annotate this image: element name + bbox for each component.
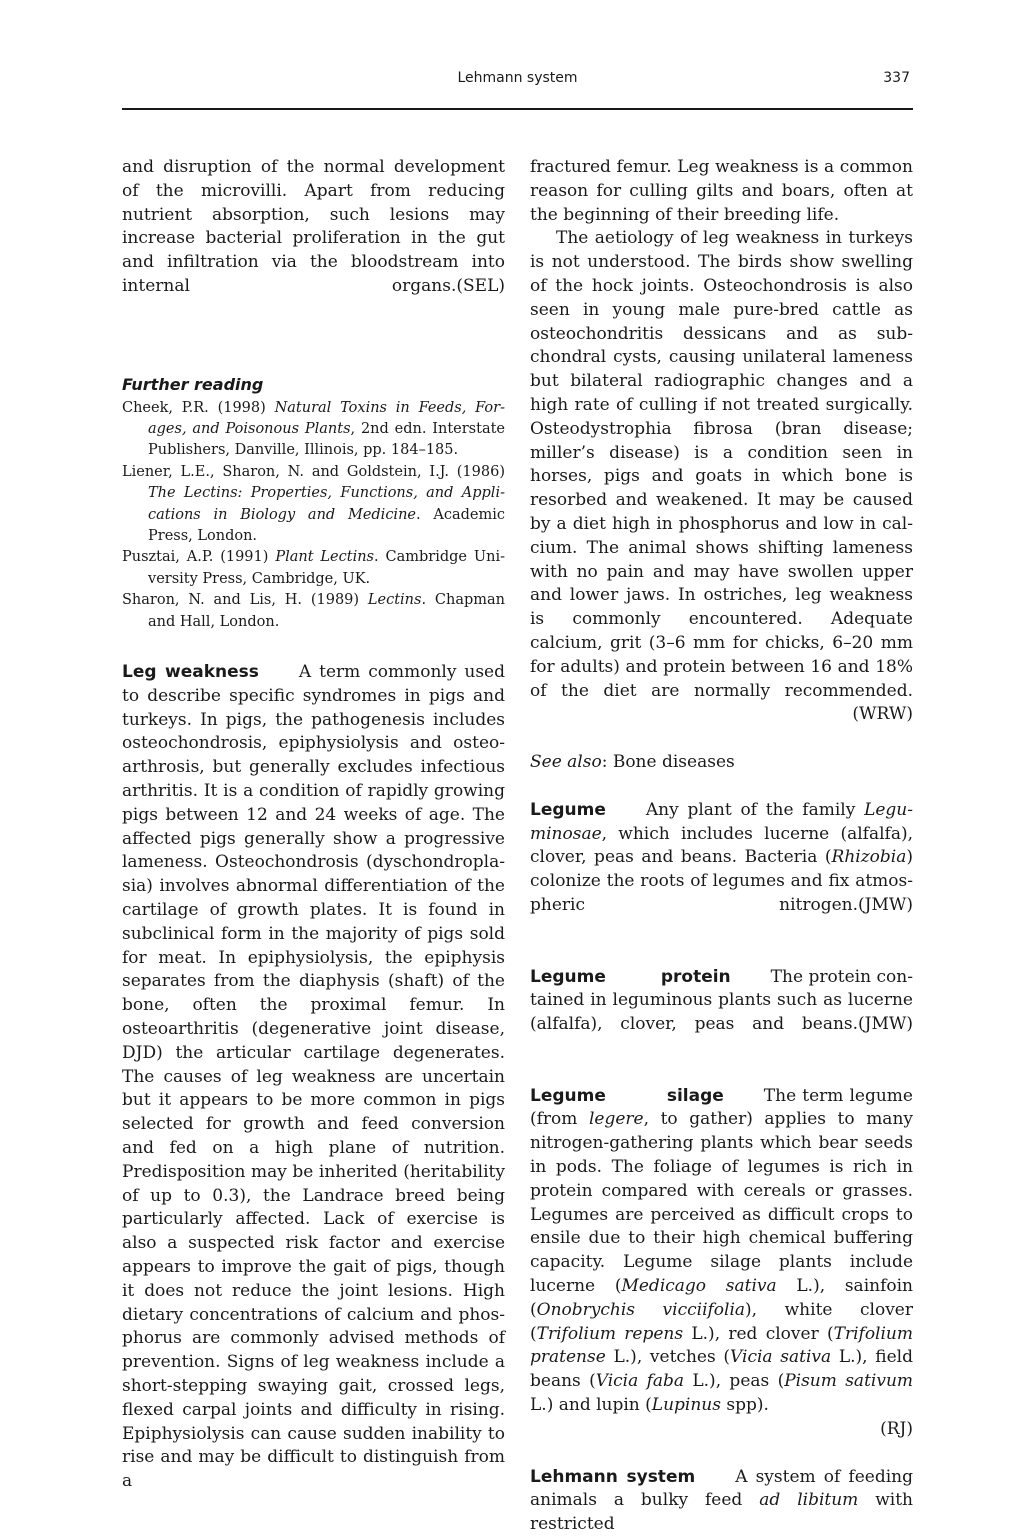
author-tag: (WRW)	[852, 704, 913, 725]
headword: Legume	[530, 799, 606, 820]
page-number: 337	[883, 70, 910, 86]
headword: Lehmann system	[530, 1466, 696, 1487]
headword: Leg weakness	[122, 662, 259, 683]
entry-legume: Legume Any plant of the family Leguminosae, which includes lucerne (alfalfa), clover, peas and beans. Bacteria (Rhizobia) colonize the roots of legumes and fix atmospheric nitrogen. (JMW)	[530, 799, 913, 942]
left-column	[122, 156, 505, 1494]
author-tag: (RJ)	[880, 1418, 913, 1439]
leg-weakness-turkeys-paragraph: The aetiology of leg weakness in turkeys is not understood. The birds show swelling of the hock joints. Osteochondrosis is also seen in young male pure-bred cattle as osteochondritis dessicans and as sub-chondral cysts, causing unilateral lameness but bilateral radiographic changes and a high rate of culling if not treated surgically. Osteodystrophia fibrosa (bran disease; miller’s disease) is a condition seen in horses, pigs and goats in which bone is resorbed and weakened. It may be caused by a diet high in phosphorus and low in calcium. The animal shows shifting lameness with no pain and may have swollen upper and lower jaws. In ostriches, leg weakness is commonly encountered. Adequate calcium, grit (3–6 mm for chicks, 6–20 mm for adults) and protein between 16 and 18% of the diet are normally recommended. (WRW)	[530, 227, 913, 751]
headword: Legume	[530, 966, 606, 987]
entry-legume-silage: Legume silage The term legume (from legere, to gather) applies to many nitrogen-gathering plants which bear seeds in pods. The foliage of legumes is rich in protein compared with cereals or grasses. Legumes are perceived as difficult crops to ensile due to their high chemical buffering capacity. Legume silage plants include lucerne (Medicago sativa L.), sainfoin (Onobrychis vicciifolia), white clover (Trifolium repens L.), red clover (Trifolium pratense L.), vetches (Vicia sativa L.), field beans (Vicia faba L.), peas (Pisum sativum L.) and lupin (Lupinus spp).	[530, 1085, 914, 1416]
reference-item: Liener, L.E., Sharon, N. and Goldstein, I.J. (1986) The Lectins: Properties, Functions, and Applications in Biology and Medicine. Academic Press, London.	[122, 463, 505, 545]
headword: silage	[666, 1085, 724, 1106]
headword: Legume	[530, 1085, 606, 1106]
further-reading-heading: Further reading	[122, 374, 264, 394]
entry-leg-weakness	[122, 661, 505, 1494]
author-tag: (JMW)	[858, 894, 913, 915]
see-also: See also: Bone diseases	[530, 751, 735, 772]
author-tag: (SEL)	[456, 275, 505, 296]
continuation-paragraph: and disruption of the normal development of the microvilli. Apart from reducing nutrient absorption, such lesions may increase bacterial proliferation in the gut and infiltration via the bloodstream into internal organs. (SEL)	[122, 156, 505, 323]
entry-legume-protein: Legume protein The protein contained in leguminous plants such as lucerne (alfalfa), clover, peas and beans. (JMW)	[530, 966, 913, 1061]
author-tag: (JMW)	[858, 1014, 913, 1035]
reference-item: Cheek, P.R. (1998) Natural Toxins in Feeds, Forages, and Poisonous Plants, 2nd edn. Interstate Publishers, Danville, Illinois, pp. 184–185.	[122, 399, 505, 459]
reference-item: Sharon, N. and Lis, H. (1989) Lectins. Chapman and Hall, London.	[122, 592, 505, 630]
headword: protein	[660, 966, 731, 987]
reference-item: Pusztai, A.P. (1991) Plant Lectins. Cambridge University Press, Cambridge, UK.	[122, 549, 505, 587]
header-rule	[122, 108, 913, 110]
entry-text: A term commonly used to describe specific syndromes in pigs and turkeys. In pigs, the pathogenesis includes osteochondrosis, epiphysiolysis and osteoarthrosis, but generally excludes infectious arthritis. It is a condition of rapidly growing pigs between 12 and 24 weeks of age. The affected pigs generally show a progressive lameness. Osteochondrosis (dyschondroplasia) involves abnormal differentiation of the cartilage of growth plates. It is found in subclinical form in the majority of pigs sold for meat. In epiphysiolysis, the epiphysis separates from the diaphysis (shaft) of the bone, often the proximal femur. In osteoarthritis (degenerative joint disease, DJD) the articular cartilage degenerates. The causes of leg weakness are uncertain but it appears to be more common in pigs selected for growth and feed conversion and fed on a high plane of nutrition. Predisposition may be inherited (heritability of up to 0.3), the Landrace breed being particularly affected. Lack of exercise is also a suspected risk factor and exercise appears to improve the gait of pigs, though it does not reduce the joint lesions. High dietary concentrations of calcium and phosphorus are commonly advised methods of prevention. Signs of leg weakness include a short-stepping swaying gait, crossed legs, flexed carpal joints and difficulty in rising. Epiphysiolysis can cause sudden inability to rise and may be difficult to distinguish from a	[122, 662, 505, 1492]
running-title: Lehmann system	[457, 70, 578, 86]
entry-lehmann-system: Lehmann system A system of feeding animals a bulky feed ad libitum with restricted	[530, 1466, 913, 1535]
reference-list	[122, 398, 505, 633]
right-column	[530, 156, 913, 1537]
running-head	[122, 70, 913, 94]
leg-weakness-continuation: fractured femur. Leg weakness is a common reason for culling gilts and boars, often at the beginning of their breeding life.	[530, 157, 913, 225]
